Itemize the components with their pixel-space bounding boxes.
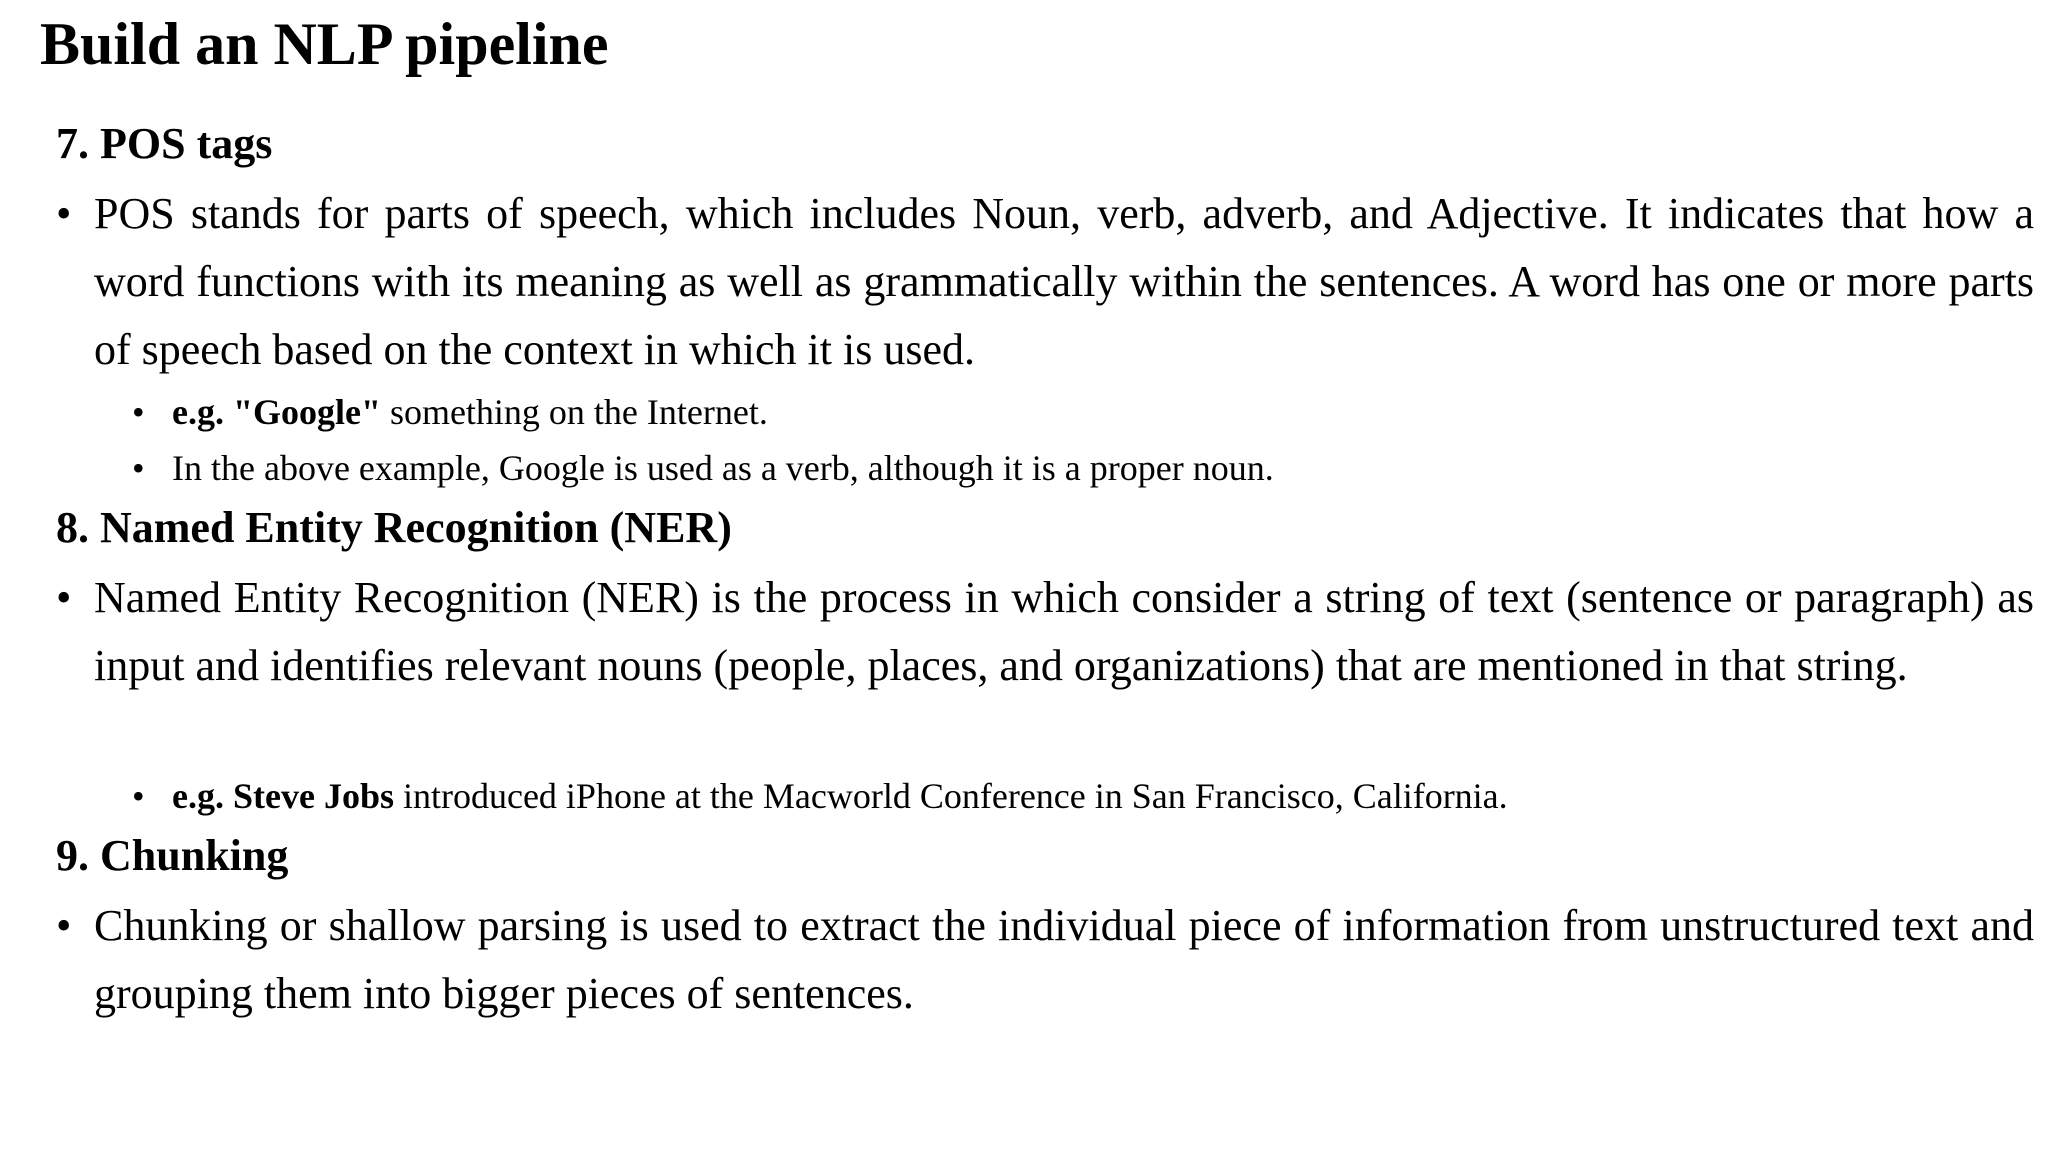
- section-heading-ner: 8. Named Entity Recognition (NER): [56, 503, 732, 552]
- sub-bullet-text: introduced iPhone at the Macworld Conference in San Francisco, California.: [393, 776, 1508, 816]
- bullet-chunking-description: [56, 892, 2034, 1028]
- section-heading-pos-tags: 7. POS tags: [56, 119, 273, 168]
- bullet-ner-description: [56, 564, 2034, 700]
- page-title: Build an NLP pipeline: [40, 11, 609, 77]
- sub-bullet-google-explanation: [132, 442, 1274, 494]
- sub-bullet-dot: •: [132, 392, 145, 432]
- bullet-text: Chunking or shallow parsing is used to extract the individual piece of information from unstructured text and grouping them into bigger pieces of sentences.: [94, 901, 2034, 1018]
- sub-bullet-text: something on the Internet.: [380, 392, 768, 432]
- bullet-dot: •: [56, 573, 72, 622]
- bullet-dot: •: [56, 901, 72, 950]
- bullet-dot: •: [56, 189, 72, 238]
- bullet-text: POS stands for parts of speech, which includes Noun, verb, adverb, and Adjective. It indicates that how a word functions with its meaning as well as grammatically within the sentences. A word has one or more parts of speech based on the context in which it is used.: [94, 189, 2034, 374]
- sub-bullet-dot: •: [132, 776, 145, 816]
- sub-bullet-bold: e.g. Steve Jobs: [172, 776, 394, 816]
- sub-bullet-google-example: [132, 386, 768, 438]
- sub-bullet-bold: e.g. "Google": [172, 392, 381, 432]
- bullet-text: Named Entity Recognition (NER) is the process in which consider a string of text (sentence or paragraph) as input and identifies relevant nouns (people, places, and organizations) that are mentioned in that string.: [94, 573, 2034, 690]
- sub-bullet-text: In the above example, Google is used as a verb, although it is a proper noun.: [172, 448, 1274, 488]
- section-heading-chunking: 9. Chunking: [56, 831, 289, 880]
- bullet-pos-description: [56, 180, 2034, 384]
- sub-bullet-dot: •: [132, 448, 145, 488]
- sub-bullet-steve-jobs-example: [132, 770, 1508, 822]
